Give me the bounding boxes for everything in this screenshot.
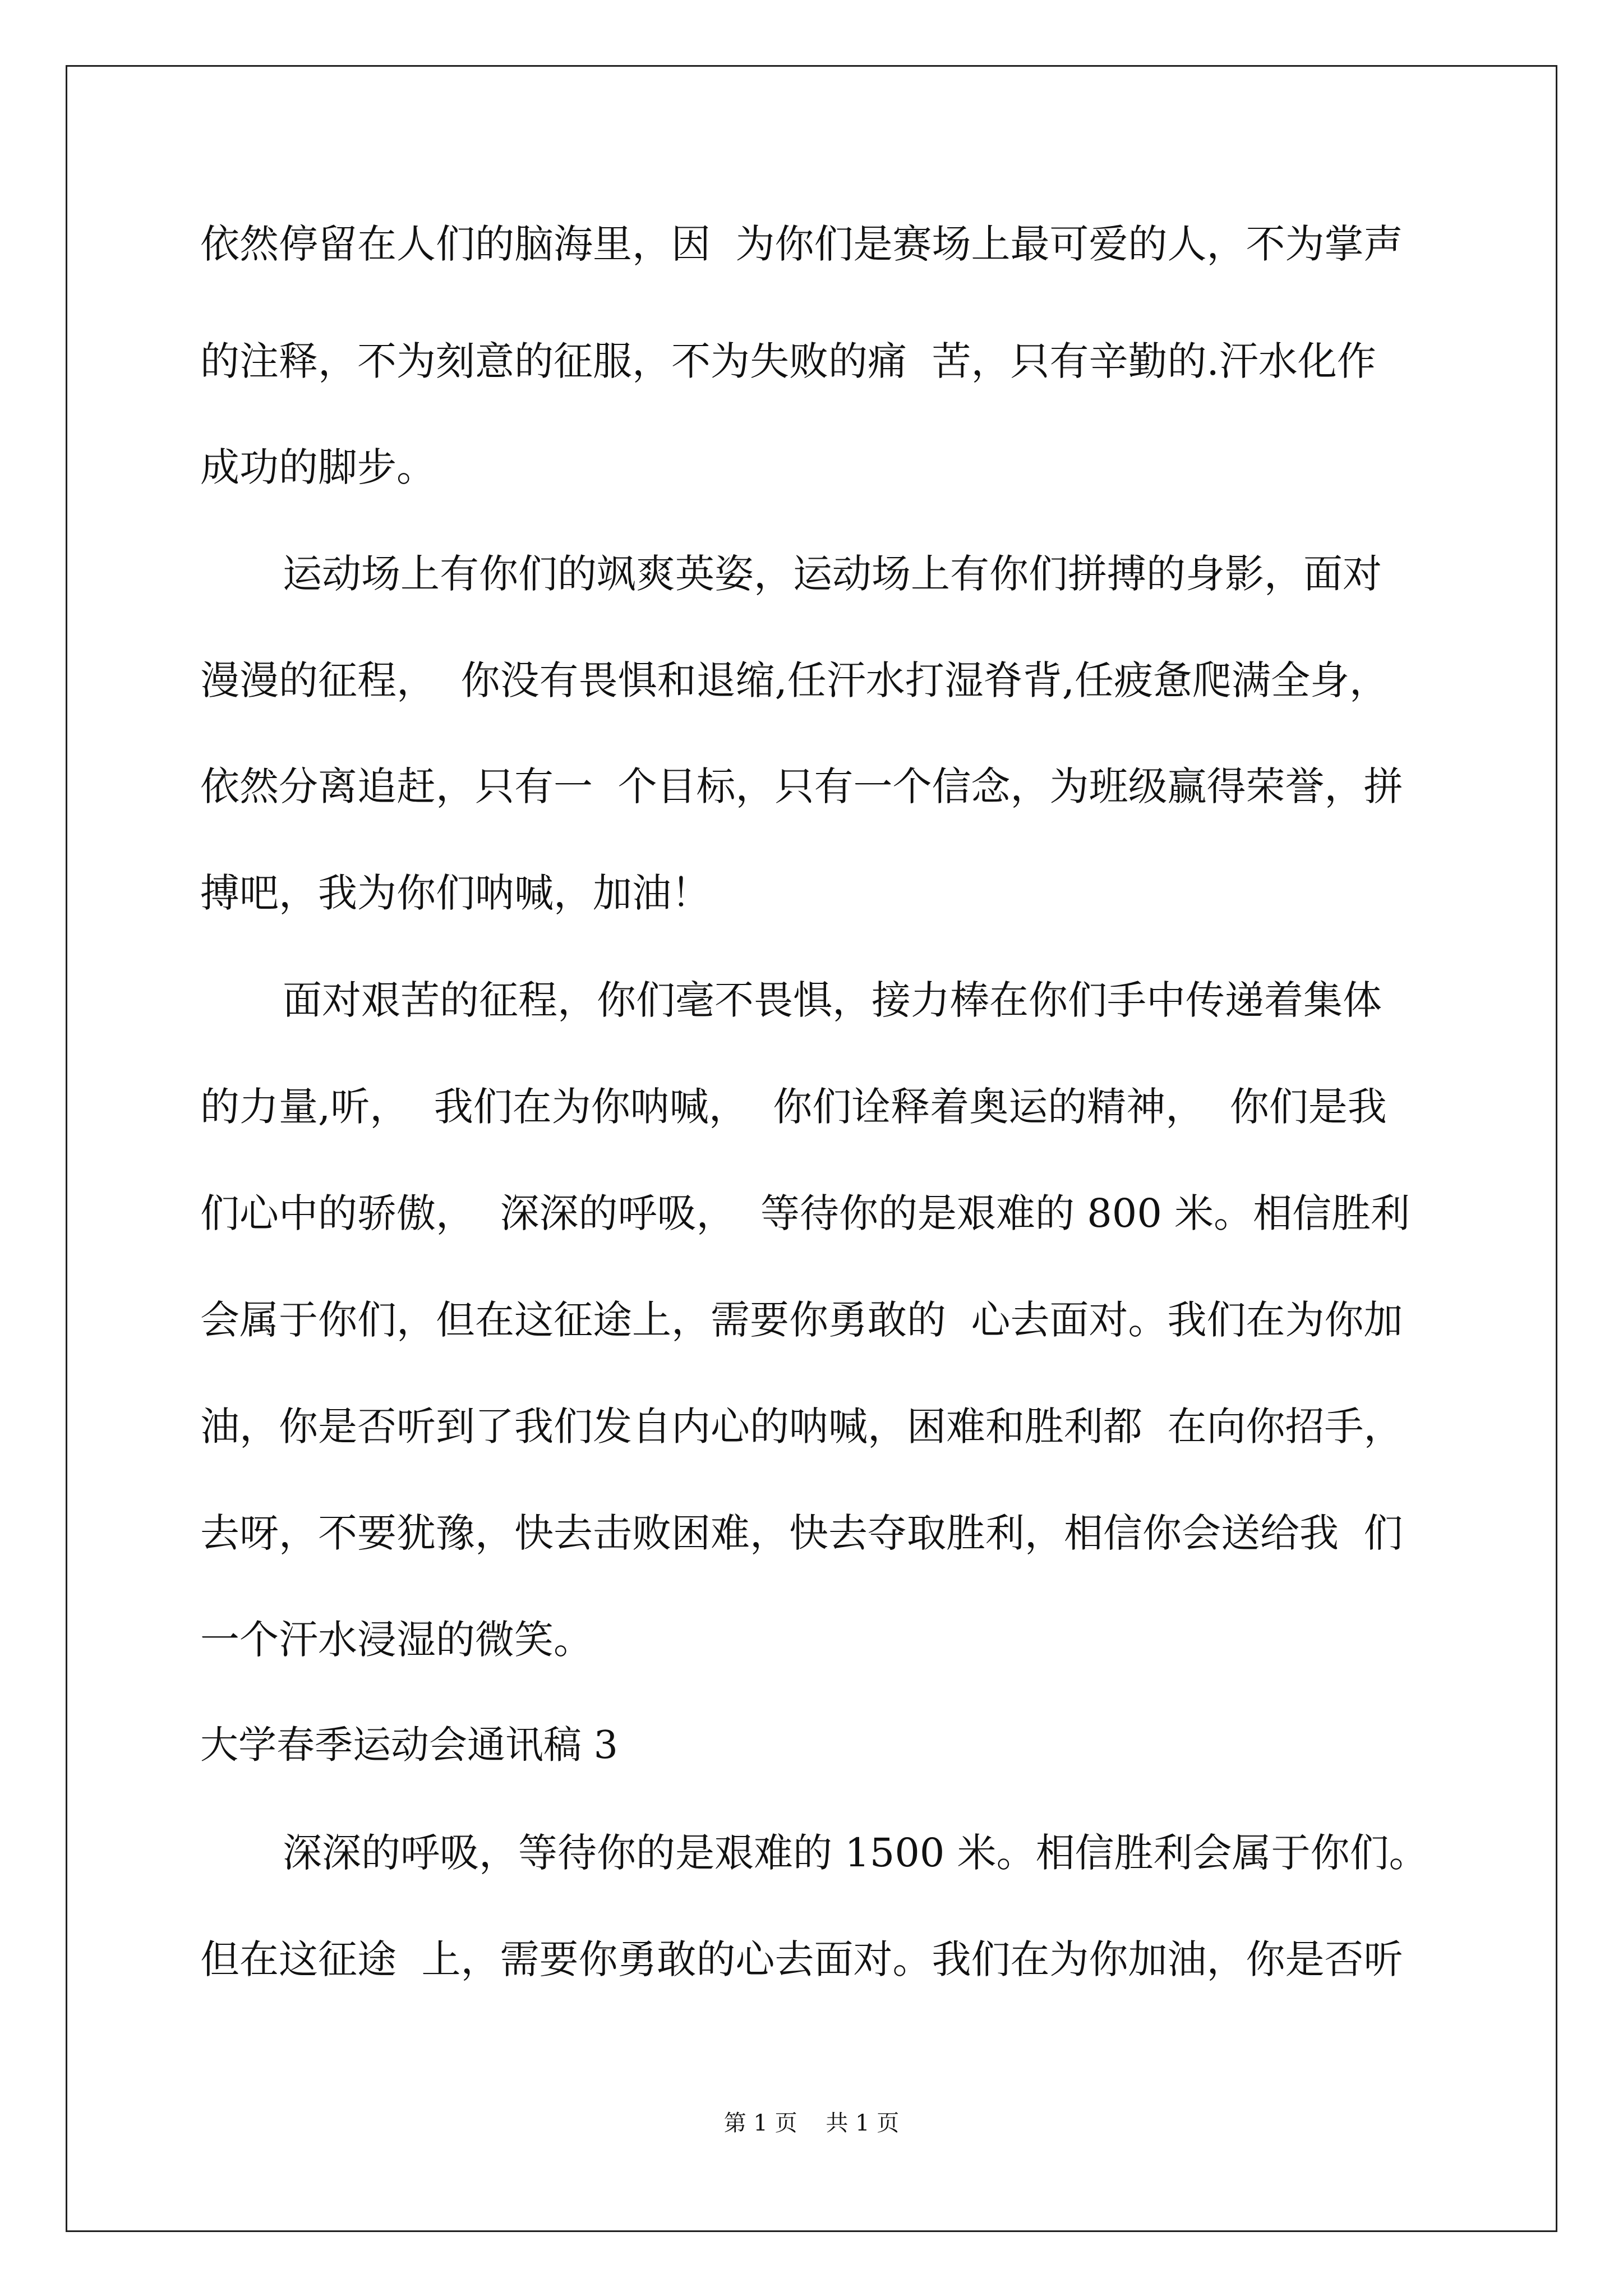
paragraph-2-line-1: 运动场上有你们的飒爽英姿，运动场上有你们拼搏的身影，面对 bbox=[283, 551, 1382, 597]
paragraph-3-line-7: 一个汗水浸湿的微笑。 bbox=[200, 1617, 593, 1663]
page-footer: 第 1 页 共 1 页 bbox=[723, 2110, 900, 2136]
paragraph-3-line-3: 们心中的骄傲， 深深的呼吸， 等待你的是艰难的 800 米。相信胜利 bbox=[200, 1190, 1410, 1236]
section-heading: 大学春季运动会通讯稿 3 bbox=[200, 1723, 618, 1768]
paragraph-3-line-4: 会属于你们，但在这征途上，需要你勇敢的 心去面对。我们在为你加 bbox=[200, 1297, 1403, 1343]
paragraph-2-line-3: 依然分离追赶，只有一 个目标，只有一个信念，为班级赢得荣誉，拼 bbox=[200, 763, 1403, 809]
paragraph-4-line-2: 但在这征途 上，需要你勇敢的心去面对。我们在为你加油，你是否听 bbox=[200, 1936, 1403, 1982]
paragraph-2-line-2: 漫漫的征程， 你没有畏惧和退缩,任汗水打湿脊背,任疲惫爬满全身， bbox=[200, 657, 1389, 703]
paragraph-3-line-2: 的力量,听， 我们在为你呐喊， 你们诠释着奥运的精神， 你们是我 bbox=[200, 1084, 1387, 1130]
paragraph-1-line-1: 依然停留在人们的脑海里，因 为你们是赛场上最可爱的人，不为掌声 bbox=[200, 221, 1403, 267]
page-border bbox=[66, 65, 1557, 2232]
paragraph-1-line-3: 成功的脚步。 bbox=[200, 444, 436, 490]
paragraph-3-line-6: 去呀，不要犹豫，快去击败困难，快去夺取胜利，相信你会送给我 们 bbox=[200, 1510, 1403, 1556]
paragraph-3-line-5: 油，你是否听到了我们发自内心的呐喊，困难和胜利都 在向你招手， bbox=[200, 1404, 1403, 1450]
paragraph-4-line-1: 深深的呼吸，等待你的是艰难的 1500 米。相信胜利会属于你们。 bbox=[283, 1830, 1428, 1876]
paragraph-3-line-1: 面对艰苦的征程，你们毫不畏惧，接力棒在你们手中传递着集体 bbox=[283, 977, 1382, 1023]
paragraph-1-line-2: 的注释，不为刻意的征服，不为失败的痛 苦，只有辛勤的.汗水化作 bbox=[200, 338, 1376, 384]
paragraph-2-line-4: 搏吧，我为你们呐喊，加油！ bbox=[200, 870, 711, 916]
